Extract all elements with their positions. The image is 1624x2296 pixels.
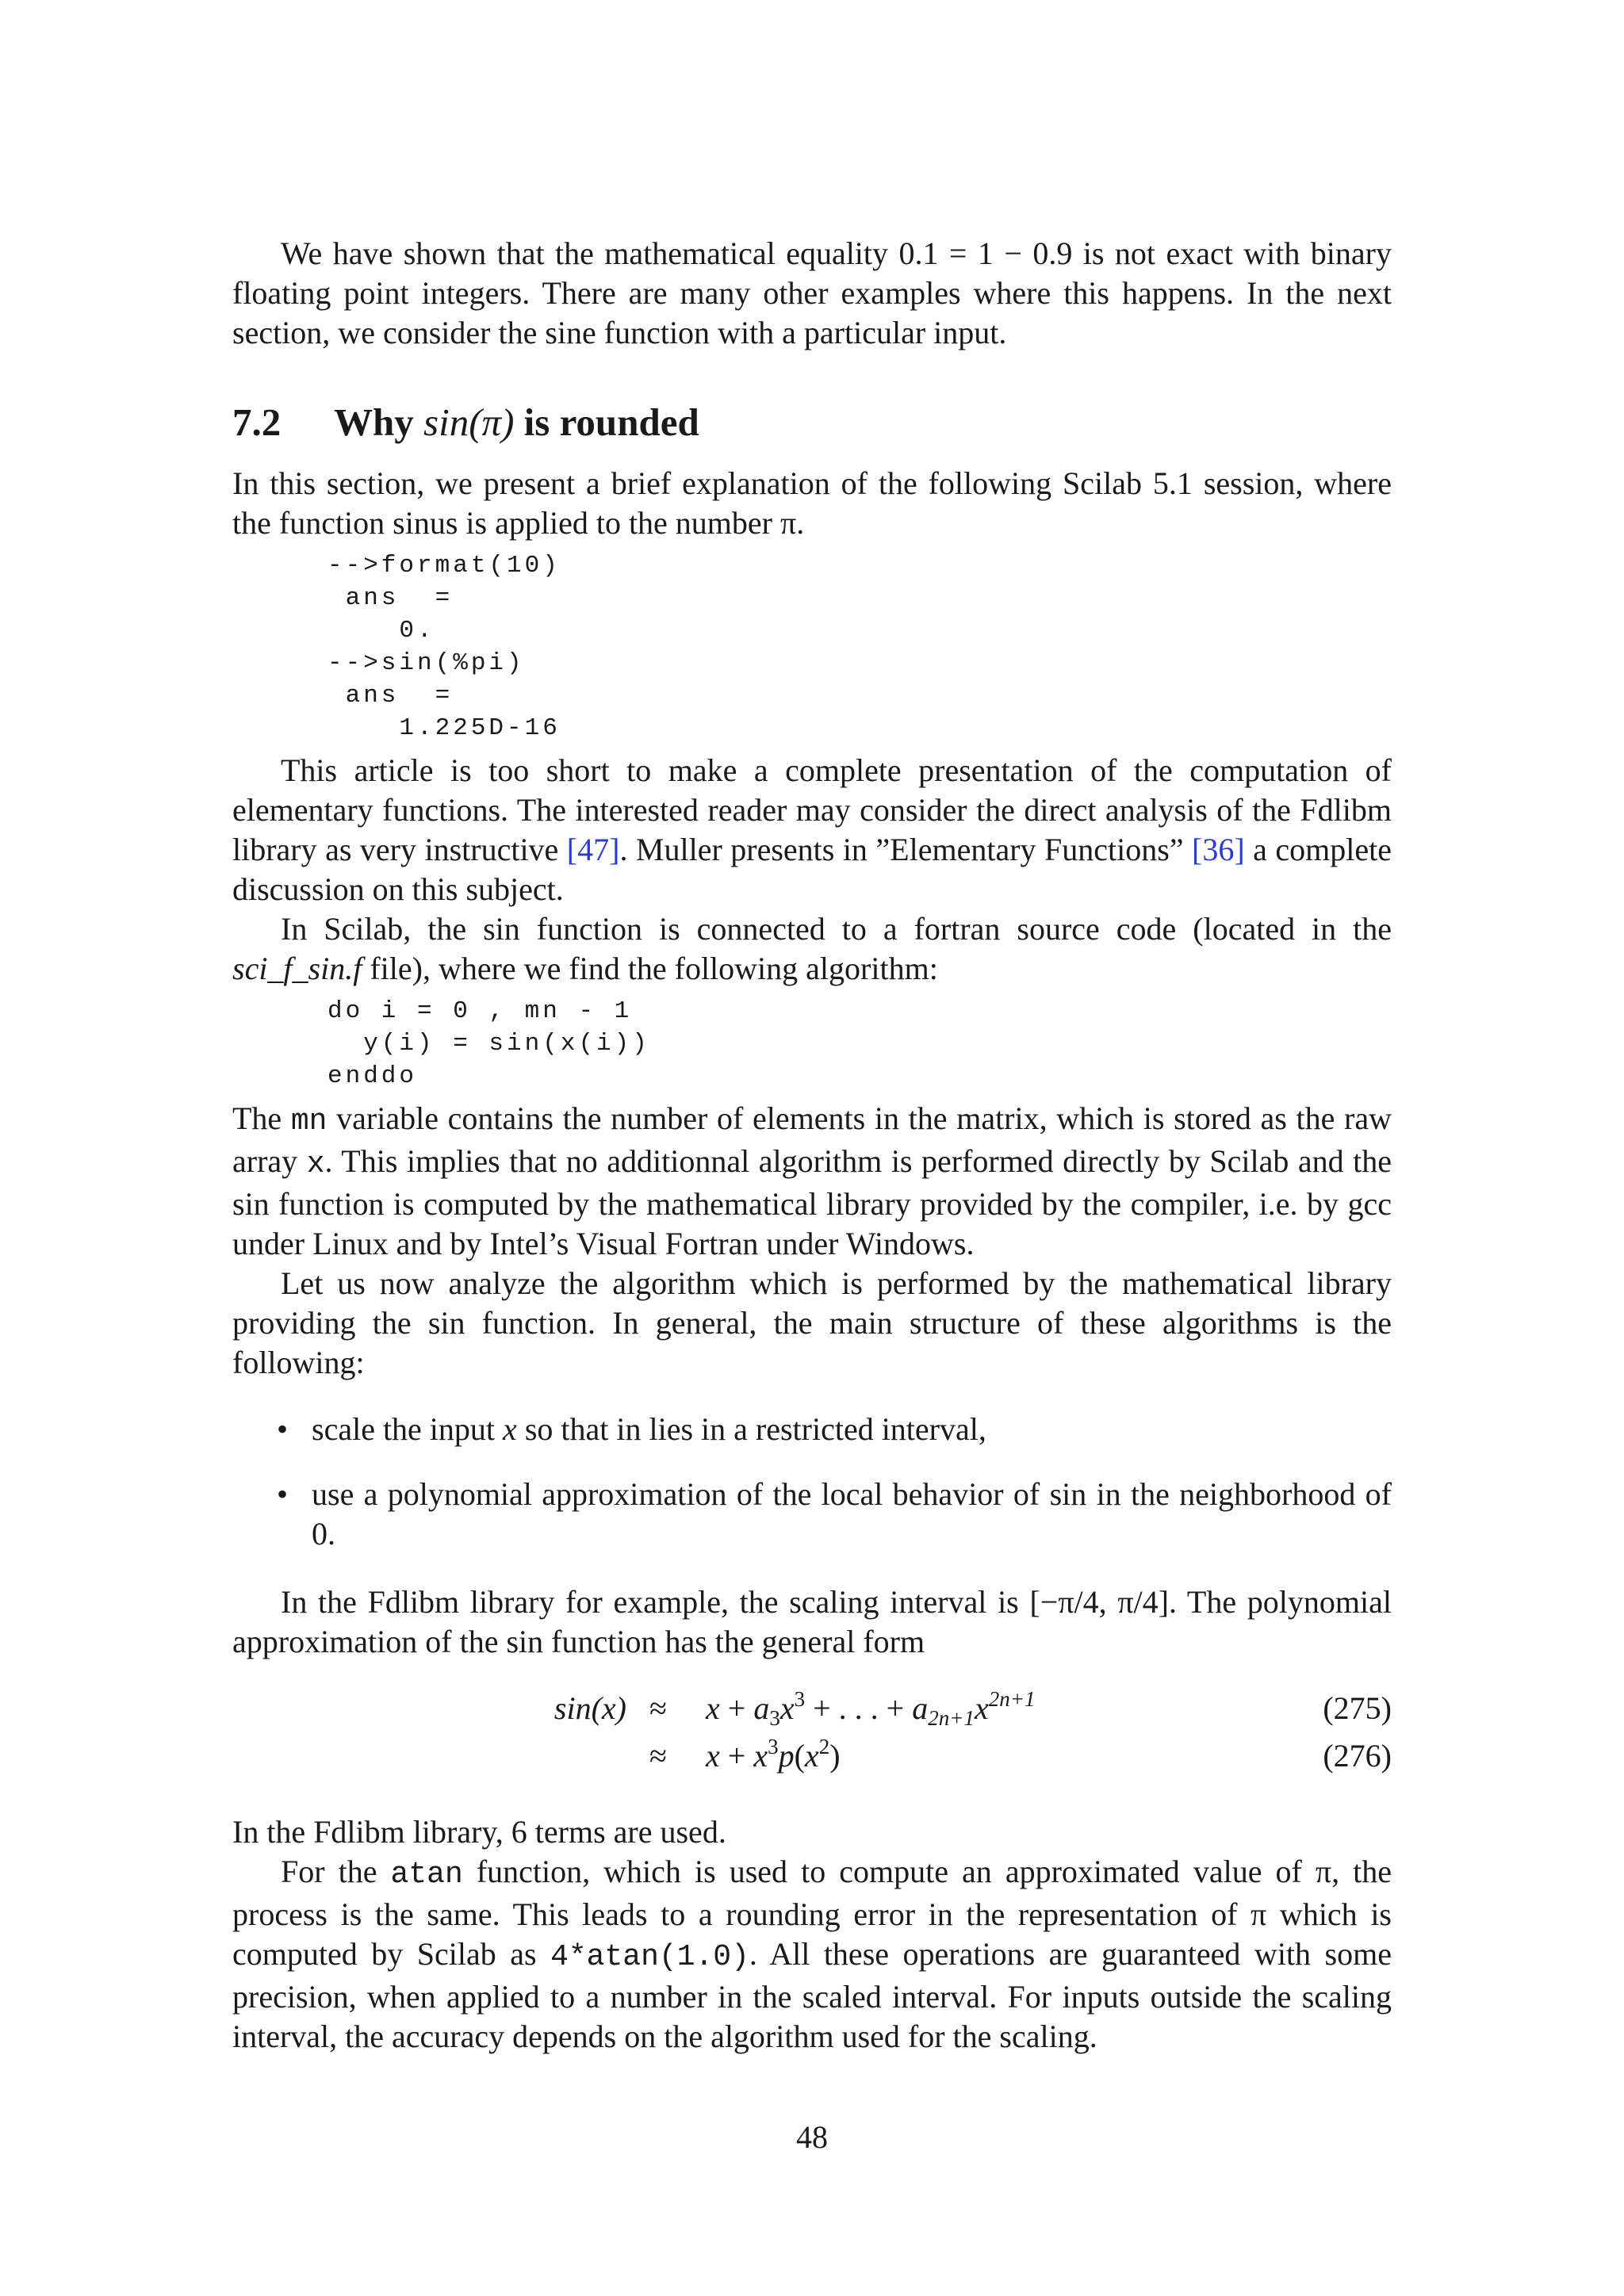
mn-text-1: The (232, 1100, 291, 1136)
equation-rhs: $x + a_3x^3$ + . . . + $a_{2n+1}x^{2n+1}$ (706, 1687, 1036, 1730)
scilab-text-1: In Scilab, the sin function is connected to a fortran source code (located in the (281, 911, 1392, 947)
article-text-1: This article is too short to make a complete presentation of the computation of elementary functions. The interested reader may consider the direct analysis of the Fdlibm library as very instructive (232, 752, 1392, 867)
article-text-3: a complete discussion on this subject. (232, 832, 1392, 907)
algorithm-steps-list (232, 1410, 1392, 1554)
equation-block (232, 1689, 1392, 1785)
article-text-2: . Muller presents in ”Elementary Functions” (619, 832, 1193, 867)
equation-rhs: $x + x^3p(x^2)$ (706, 1735, 841, 1774)
bullet-text: scale the input (312, 1411, 504, 1447)
source-file-name: sci_f_sin.f (232, 951, 362, 986)
equation-number: (276) (1323, 1738, 1392, 1774)
code-atan-expression: 4*atan(1.0) (550, 1940, 749, 1974)
equation-276 (232, 1736, 1392, 1781)
section-intro-paragraph: In this section, we present a brief explanation of the following Scilab 5.1 session, where the function sinus is applied to the number π. (232, 465, 1392, 541)
code-atan: atan (390, 1858, 463, 1892)
atan-text-1: For the (281, 1854, 391, 1889)
equation-275 (232, 1689, 1392, 1733)
atan-text-2: function, which is used to compute an approximated value of π, the process is the same. This leads to a rounding error in the representation of π which is computed by Scilab as (232, 1854, 1392, 1972)
section-title-math: sin(π) (423, 400, 515, 444)
approx-symbol: ≈ (649, 1738, 667, 1774)
scilab-paragraph (232, 909, 1392, 989)
mn-paragraph (232, 1099, 1392, 1264)
bullet-math: x (503, 1411, 517, 1447)
article-paragraph (232, 751, 1392, 909)
session-code-block: -->format(10) ans = 0. -->sin(%pi) ans = 1.225D-16 (327, 552, 561, 742)
interval-paragraph: In the Fdlibm library for example, the scaling interval is [−π/4, π/4]. The polynomial approximation of the sin function has the general form (232, 1584, 1392, 1659)
bullet-icon: • (277, 1411, 289, 1447)
atan-text-3: . All these operations are guaranteed with some precision, when applied to a number in the scaled interval. For inputs outside the scaling interval, the accuracy depends on the algorithm used for the scaling. (232, 1936, 1392, 2054)
analyze-paragraph: Let us now analyze the algorithm which is performed by the mathematical library providing the sin function. In general, the main structure of these algorithms is the following: (232, 1265, 1392, 1380)
section-heading (232, 399, 1392, 446)
code-x: x (306, 1147, 325, 1181)
equation-number: (275) (1323, 1690, 1392, 1726)
citation-link-36[interactable]: [36] (1192, 832, 1245, 867)
text-column (232, 234, 1392, 2057)
section-number: 7.2 (232, 400, 282, 444)
mn-text-3: . This implies that no additionnal algorithm is performed directly by Scilab and the sin function is computed by the mathematical library provided by the compiler, i.e. by gcc under Linux and by Intel’s Visual Fortran under Windows. (232, 1143, 1392, 1261)
section-title-suffix: is rounded (523, 400, 699, 444)
list-item (277, 1410, 1392, 1449)
bullet-text-end: so that in lies in a restricted interval, (516, 1411, 986, 1447)
scilab-text-2: file), where we find the following algorithm: (362, 951, 938, 986)
approx-symbol: ≈ (649, 1690, 667, 1726)
code-mn: mn (290, 1104, 327, 1138)
intro-paragraph: We have shown that the mathematical equality 0.1 = 1 − 0.9 is not exact with binary floating point integers. There are many other examples where this happens. In the next section, we consider the sine function with a particular input. (232, 235, 1392, 350)
atan-paragraph (232, 1852, 1392, 2057)
bullet-text: use a polynomial approximation of the local behavior of sin in the neighborhood of 0. (312, 1476, 1392, 1552)
citation-link-47[interactable]: [47] (566, 832, 620, 867)
equation-lhs: sin(x) (553, 1690, 626, 1726)
terms-paragraph: In the Fdlibm library, 6 terms are used. (232, 1814, 726, 1850)
section-title-prefix: Why (334, 400, 414, 444)
page-number: 48 (796, 2119, 828, 2155)
mn-text-2: variable contains the number of elements in the matrix, which is stored as the raw array (232, 1100, 1392, 1179)
list-item (277, 1475, 1392, 1554)
bullet-icon: • (277, 1476, 289, 1512)
loop-code-block: do i = 0 , mn - 1 y(i) = sin(x(i)) enddo (327, 997, 650, 1090)
